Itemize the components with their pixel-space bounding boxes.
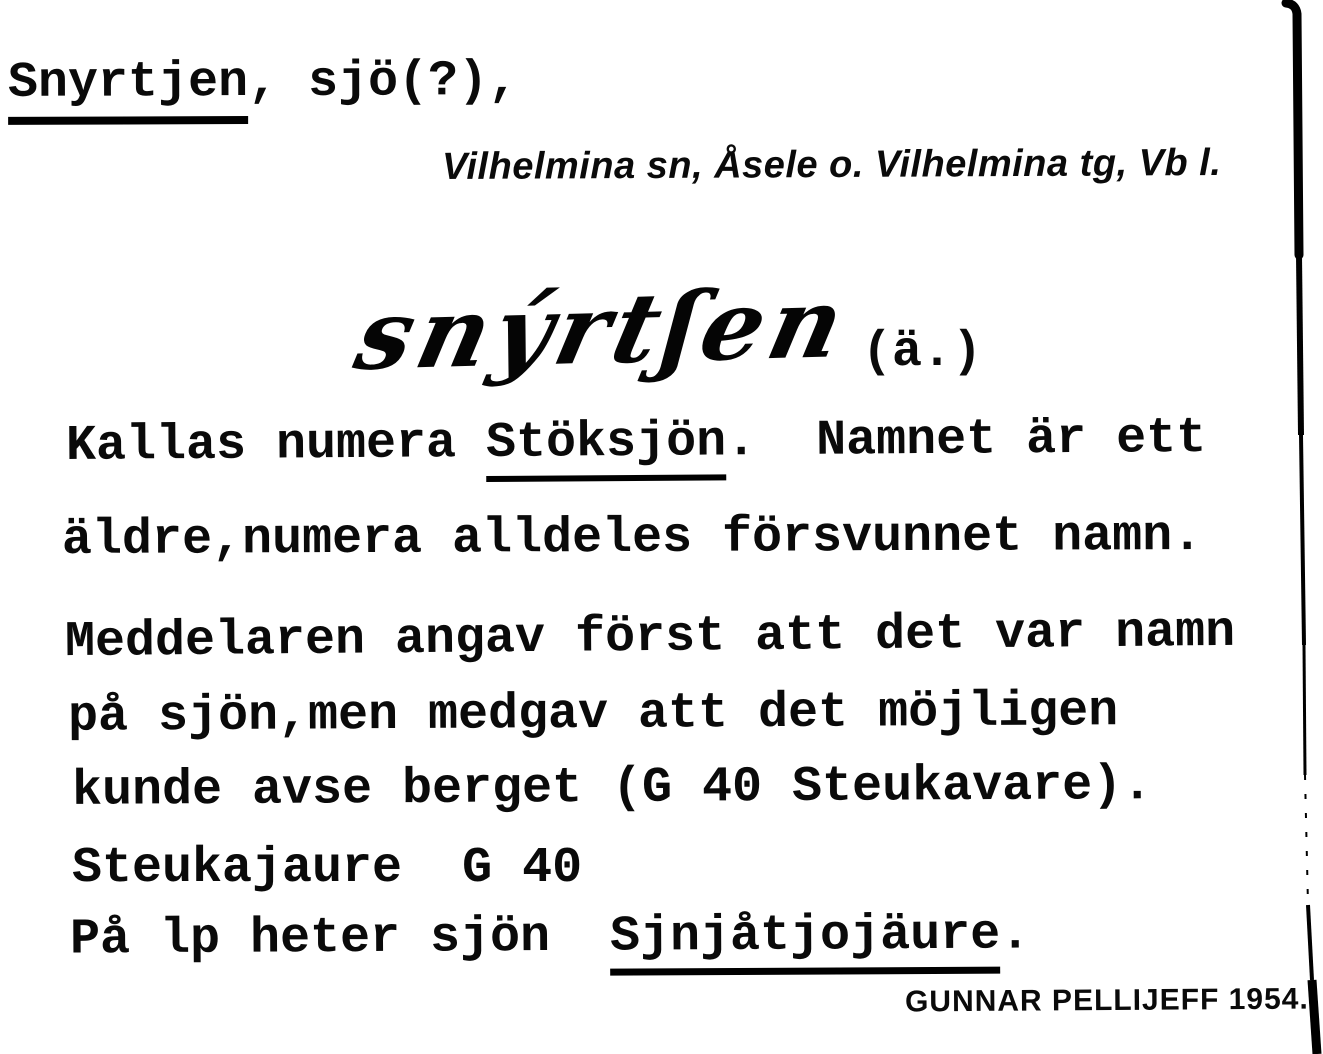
body-line (69, 906, 1031, 969)
body-line (71, 757, 1153, 820)
body-line (67, 683, 1119, 746)
headword: Snyrtjen (8, 54, 248, 125)
body-text: Kallas numera (65, 415, 487, 475)
phonetic-handwriting: snýrtʃen (346, 266, 860, 392)
headword-suffix: , sjö(?), (247, 53, 519, 112)
body-line (61, 508, 1203, 569)
collector-signature: GUNNAR PELLIJEFF 1954. (904, 982, 1309, 1019)
body-text: kunde avse berget (G 40 Steukavare). (71, 757, 1153, 820)
body-text: på sjön,men medgav att det möjligen (67, 683, 1119, 746)
headword-line (7, 53, 519, 112)
location-line: Vilhelmina sn, Åsele o. Vilhelmina tg, Vb l. (441, 141, 1222, 189)
body-line (64, 603, 1236, 672)
body-text: äldre,numera alldeles försvunnet namn. (61, 508, 1203, 569)
underlined-name: Sjnjåtjojäure (610, 907, 1000, 976)
body-text: Meddelaren angav först att det var namn (64, 603, 1236, 672)
phonetic-age-annotation: (ä.) (862, 324, 983, 381)
body-line (72, 840, 583, 897)
body-text: På lp heter sjön (69, 908, 611, 969)
body-text: . (1000, 906, 1031, 964)
body-line (65, 410, 1207, 475)
underlined-name: Stöksjön (486, 413, 727, 482)
body-text: . Namnet är ett (725, 410, 1207, 471)
body-text: Steukajaure G 40 (72, 840, 583, 897)
